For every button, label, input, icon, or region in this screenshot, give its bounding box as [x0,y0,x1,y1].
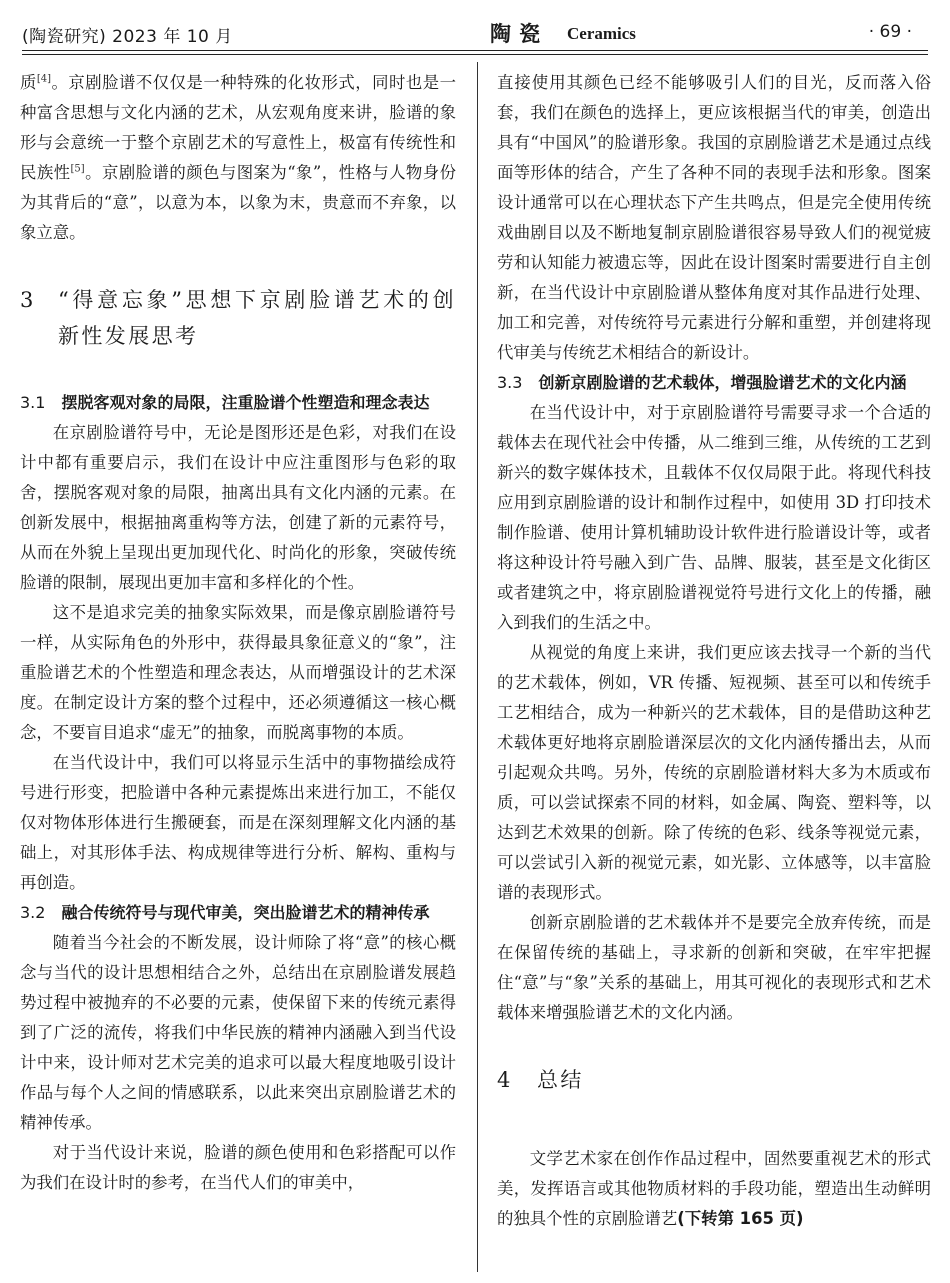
header-rule-bottom [22,54,928,55]
section-4-heading [497,1062,931,1098]
paragraph-continued: 直接使用其颜色已经不能够吸引人们的目光，反而落入俗套，我们在颜色的选择上，更应该根据当代的审美，创造出具有“中国风”的脸谱形象。我国的京剧脸谱艺术是通过点线面等形体的结合，产生了各种不同的表现手法和形象。图案设计通常可以在心理状态下产生共鸣点，但是完全使用传统戏曲剧目以及不断地复制京剧脸谱很容易导致人们的视觉疲劳和认知能力被遗忘等，因此在设计图案时需要进行自主创新，在当代设计中京剧脸谱从整体角度对其作品进行处理、加工和完善，对传统符号元素进行分解和重塑，并创建将现代审美与传统艺术相结合的新设计。 [497,73,931,362]
paragraph: 对于当代设计来说，脸谱的颜色使用和色彩搭配可以作为我们在设计时的参考，在当代人们的审美中， [20,1143,456,1192]
header-rule-top [22,50,928,51]
section-number: 4 [497,1068,513,1092]
section-number: 3 [20,288,36,312]
section-3-heading [20,282,456,354]
subsection-3-3-heading: 3.3 创新京剧脸谱的艺术载体，增强脸谱艺术的文化内涵 [497,373,907,392]
paragraph: 在当代设计中，对于京剧脸谱符号需要寻求一个合适的载体去在现代社会中传播，从二维到三维，从传统的工艺到新兴的数字媒体技术，且载体不仅仅局限于此。将现代科技应用到京剧脸谱的设计和制作过程中，如使用 3D 打印技术制作脸谱、使用计算机辅助设计软件进行脸谱设计等，或者将这种设计符号融入到广告、品牌、服装，甚至是文化街区或者建筑之中，将京剧脸谱视觉符号进行文化上的传播，融入到我们的生活之中。 [497,403,931,632]
paragraph: 随着当今社会的不断发展，设计师除了将“意”的核心概念与当代的设计思想相结合之外，总结出在京剧脸谱发展趋势过程中被抛弃的不必要的元素，使保留下来的传统元素得到了广泛的流传，将我们中华民族的精神内涵融入到当代设计中来，设计师对艺术完美的追求可以最大程度地吸引设计作品与每个人之间的情感联系，以此来突出京剧脸谱艺术的精神传承。 [20,933,456,1132]
paragraph: 在当代设计中，我们可以将显示生活中的事物描绘成符号进行形变，把脸谱中各种元素提炼出来进行加工，不能仅仅对物体形体进行生搬硬套，而是在深刻理解文化内涵的基础上，对其形体手法、构成规律等进行分析、解构、重构与再创造。 [20,753,456,892]
continued-note: (下转第 165 页) [677,1209,804,1228]
paragraph: 从视觉的角度上来讲，我们更应该去找寻一个新的当代的艺术载体，例如，VR 传播、短视频、甚至可以和传统手工艺相结合，成为一种新兴的艺术载体，目的是借助这种艺术载体更好地将京剧脸谱深层次的文化内涵传播出去，从而引起观众共鸣。另外，传统的京剧脸谱材料大多为木质或布质，可以尝试探索不同的材料，如金属、陶瓷、塑料等，以达到艺术效果的创新。除了传统的色彩、线条等视觉元素，可以尝试引入新的视觉元素，如光影、立体感等，以丰富脸谱的表现形式。 [497,643,931,902]
journal-name-en: Ceramics [567,24,636,43]
paragraph: 这不是追求完美的抽象实际效果，而是像京剧脸谱符号一样，从实际角色的外形中，获得最具象征意义的“象”，注重脸谱艺术的个性塑造和理念表达，从而增强设计的艺术深度。在制定设计方案的整个过程中，还必须遵循这一核心概念，不要盲目追求“虚无”的抽象，而脱离事物的本质。 [20,603,456,742]
paragraph-intro: 质[4]。京剧脸谱不仅仅是一种特殊的化妆形式，同时也是一种富含思想与文化内涵的艺术，从宏观角度来讲，脸谱的象形与会意统一于整个京剧艺术的写意性上，极富有传统性和民族性[5]。京剧脸谱的颜色与图案为“象”，性格与人物身份为其背后的“意”，以意为本，以象为末，贵意而不弃象，以象立意。 [20,73,457,242]
paragraph: 创新京剧脸谱的艺术载体并不是要完全放弃传统，而是在保留传统的基础上，寻求新的创新和突破，在牢牢把握住“意”与“象”关系的基础上，用其可视化的表现形式和艺术载体来增强脸谱艺术的文化内涵。 [497,913,931,1022]
section-title: 总结 [537,1068,584,1092]
page-header [0,0,950,50]
citation: [4] [36,73,52,85]
page-number: · 69 · [868,22,912,42]
paragraph-conclusion: 文学艺术家在创作作品过程中，固然要重视艺术的形式美，发挥语言或其他物质材料的手段功能，塑造出生动鲜明的独具个性的京剧脸谱艺(下转第 165 页) [497,1149,931,1228]
column-divider [477,62,478,1272]
section-title: “得意忘象”思想下京剧脸谱艺术的创新性发展思考 [58,288,456,348]
subsection-3-2-heading: 3.2 融合传统符号与现代审美，突出脸谱艺术的精神传承 [20,903,430,922]
journal-logo-cn: 陶瓷 [490,21,548,46]
subsection-3-1-heading: 3.1 摆脱客观对象的局限，注重脸谱个性塑造和理念表达 [20,393,430,412]
journal-issue: (陶瓷研究) 2023 年 10 月 [22,27,233,47]
right-column [497,68,931,1234]
citation: [5] [70,163,85,175]
paragraph: 在京剧脸谱符号中，无论是图形还是色彩，对我们在设计中都有重要启示，我们在设计中应注重图形与色彩的取舍，摆脱客观对象的局限，抽离出具有文化内涵的元素。在创新发展中，根据抽离重构等方法，创建了新的元素符号，从而在外貌上呈现出更加现代化、时尚化的形象，突破传统脸谱的限制，展现出更加丰富和多样化的个性。 [20,423,456,592]
left-column [20,68,456,1198]
